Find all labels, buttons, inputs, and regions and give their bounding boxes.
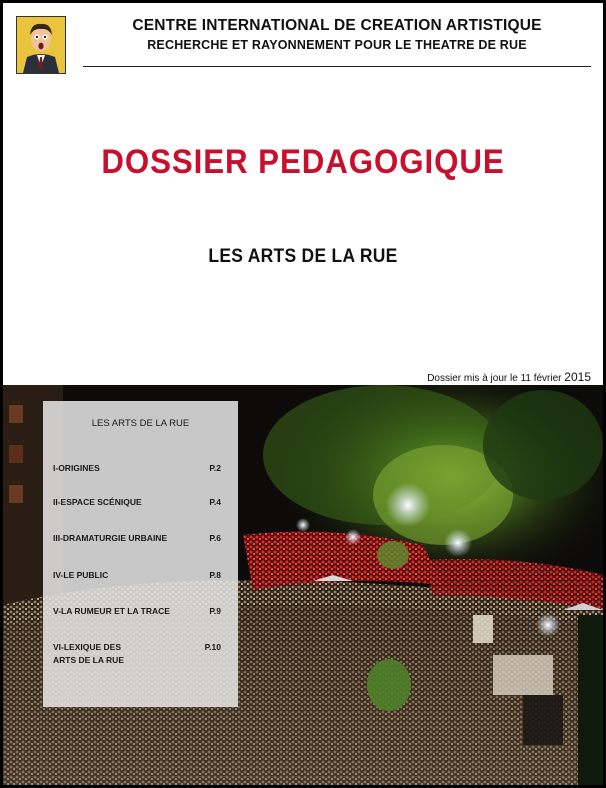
toc-item-page: P.9 [209, 606, 221, 616]
toc-item-label: I-ORIGINES [53, 463, 100, 473]
toc-item-lexique[interactable] [53, 641, 229, 667]
toc-item-espace-scenique[interactable] [53, 496, 229, 509]
table-of-contents [43, 401, 238, 707]
toc-item-le-public[interactable] [53, 569, 229, 582]
update-date-text: Dossier mis à jour le 11 février [427, 373, 562, 384]
toc-item-origines[interactable] [53, 462, 229, 475]
toc-heading: LES ARTS DE LA RUE [91, 418, 190, 429]
header-divider [83, 66, 591, 67]
cover-photo [3, 385, 603, 785]
toc-item-label: VI-LEXIQUE DES ARTS DE LA RUE [53, 642, 124, 665]
toc-item-rumeur-trace[interactable] [53, 605, 229, 618]
document-title: DOSSIER PEDAGOGIQUE [101, 143, 505, 181]
toc-item-page: P.2 [209, 463, 221, 473]
toc-item-label: III-DRAMATURGIE URBAINE [53, 533, 168, 543]
update-date [427, 370, 591, 384]
toc-item-page: P.6 [209, 533, 221, 543]
toc-item-page: P.10 [204, 642, 221, 652]
toc-item-page: P.4 [209, 497, 221, 507]
organization-name: CENTRE INTERNATIONAL DE CREATION ARTISTIQUE [132, 17, 542, 34]
toc-item-page: P.8 [209, 570, 221, 580]
toc-item-label: V-LA RUMEUR ET LA TRACE [53, 606, 170, 616]
toc-item-dramaturgie-urbaine[interactable] [53, 532, 229, 545]
organization-header [83, 17, 591, 53]
organization-subtitle: RECHERCHE ET RAYONNEMENT POUR LE THEATRE DE RUE [147, 38, 527, 52]
toc-item-label: IV-LE PUBLIC [53, 570, 109, 580]
toc-item-label: II-ESPACE SCÉNIQUE [53, 497, 142, 507]
update-year: 2015 [564, 370, 591, 384]
logo-mascot-icon [16, 16, 66, 74]
document-subtitle: LES ARTS DE LA RUE [208, 246, 398, 267]
